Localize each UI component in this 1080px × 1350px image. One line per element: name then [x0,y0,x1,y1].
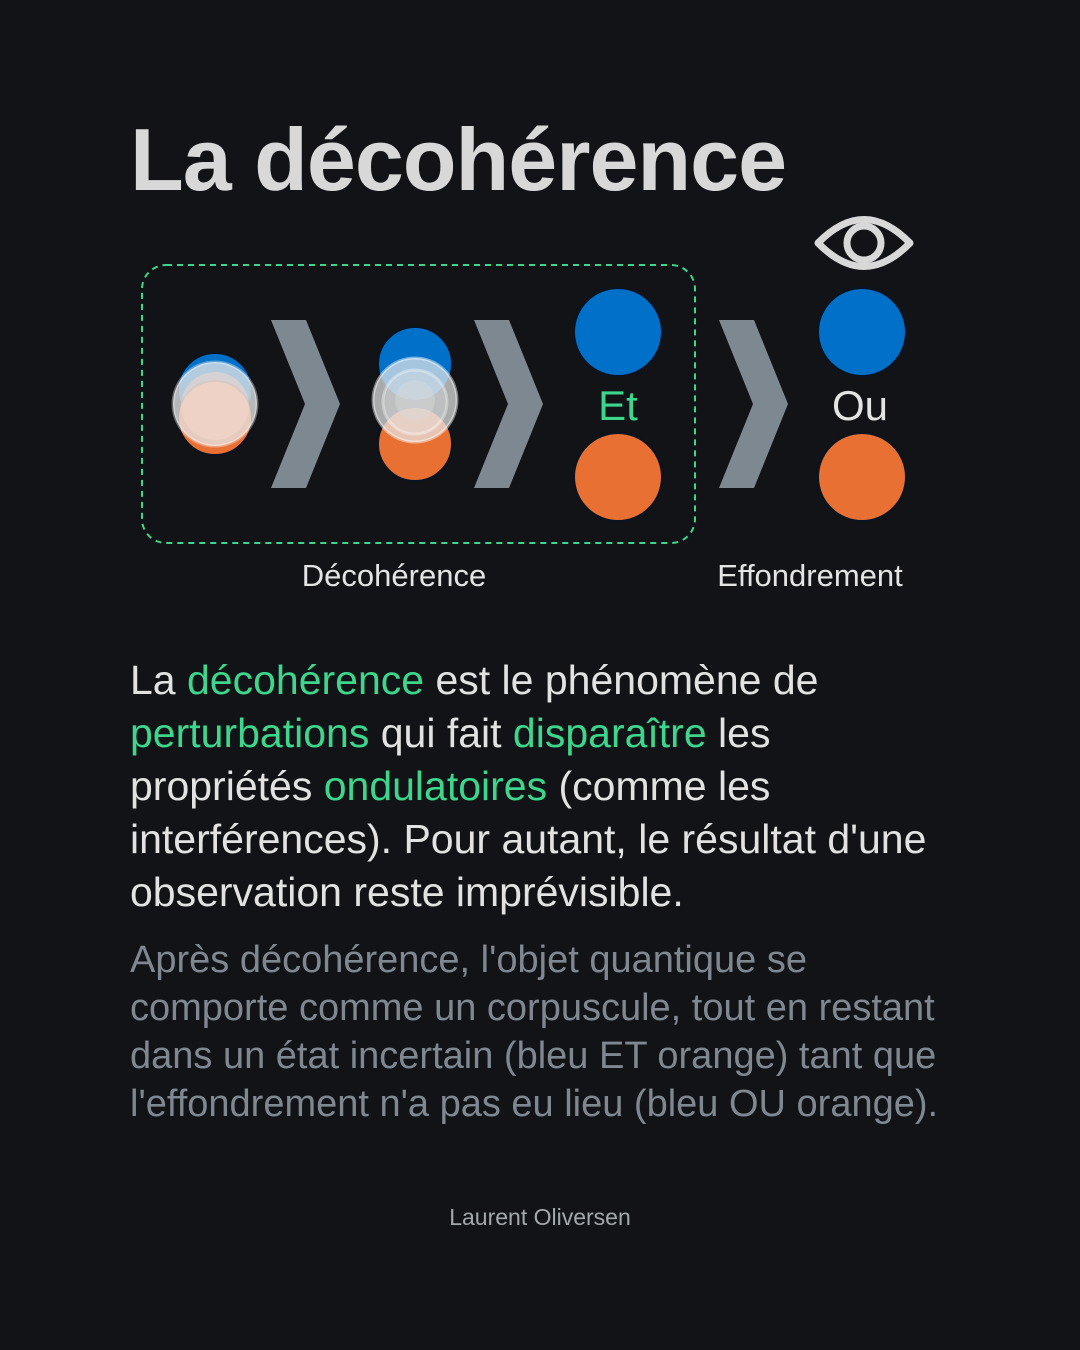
decoherence-diagram [0,0,1080,600]
chevron-right-icon [719,320,788,488]
page-title: La décohérence [130,110,787,209]
and-label: Et [598,382,638,429]
superposition-state [173,353,257,455]
or-label: Ou [831,382,889,429]
chevron-right-icon [474,320,543,488]
paragraph-text: les propriétés [130,710,771,809]
paragraph-text: est le phénomène de [424,657,819,703]
definition-paragraph [130,654,960,919]
highlight-term: décohérence [187,657,425,703]
blue-state-circle [574,288,662,376]
highlight-term: perturbations [130,710,370,756]
paragraph-text: (comme les interférences). Pour autant, le résultat d'une observation reste imprévisible. [130,763,927,915]
author-credit: Laurent Oliversen [449,1204,631,1230]
decoherence-caption: Décohérence [301,558,487,593]
blue-state-circle [818,288,906,376]
highlight-term: ondulatoires [323,763,548,809]
collapse-caption: Effondrement [717,558,903,593]
orange-state-circle [818,433,906,521]
explanation-note: Après décohérence, l'objet quantique se comporte comme un corpuscule, tout en restant dans un état incertain (bleu ET orange) tant que l'effondrement n'a pas eu lieu (bleu OU orange). [130,939,939,1125]
paragraph-text: qui fait [369,710,513,756]
orange-state-circle [574,433,662,521]
separating-state [373,327,457,481]
paragraph-text: La [130,657,187,703]
highlight-term: disparaître [512,710,707,756]
chevron-right-icon [271,320,340,488]
eye-icon [818,220,910,267]
